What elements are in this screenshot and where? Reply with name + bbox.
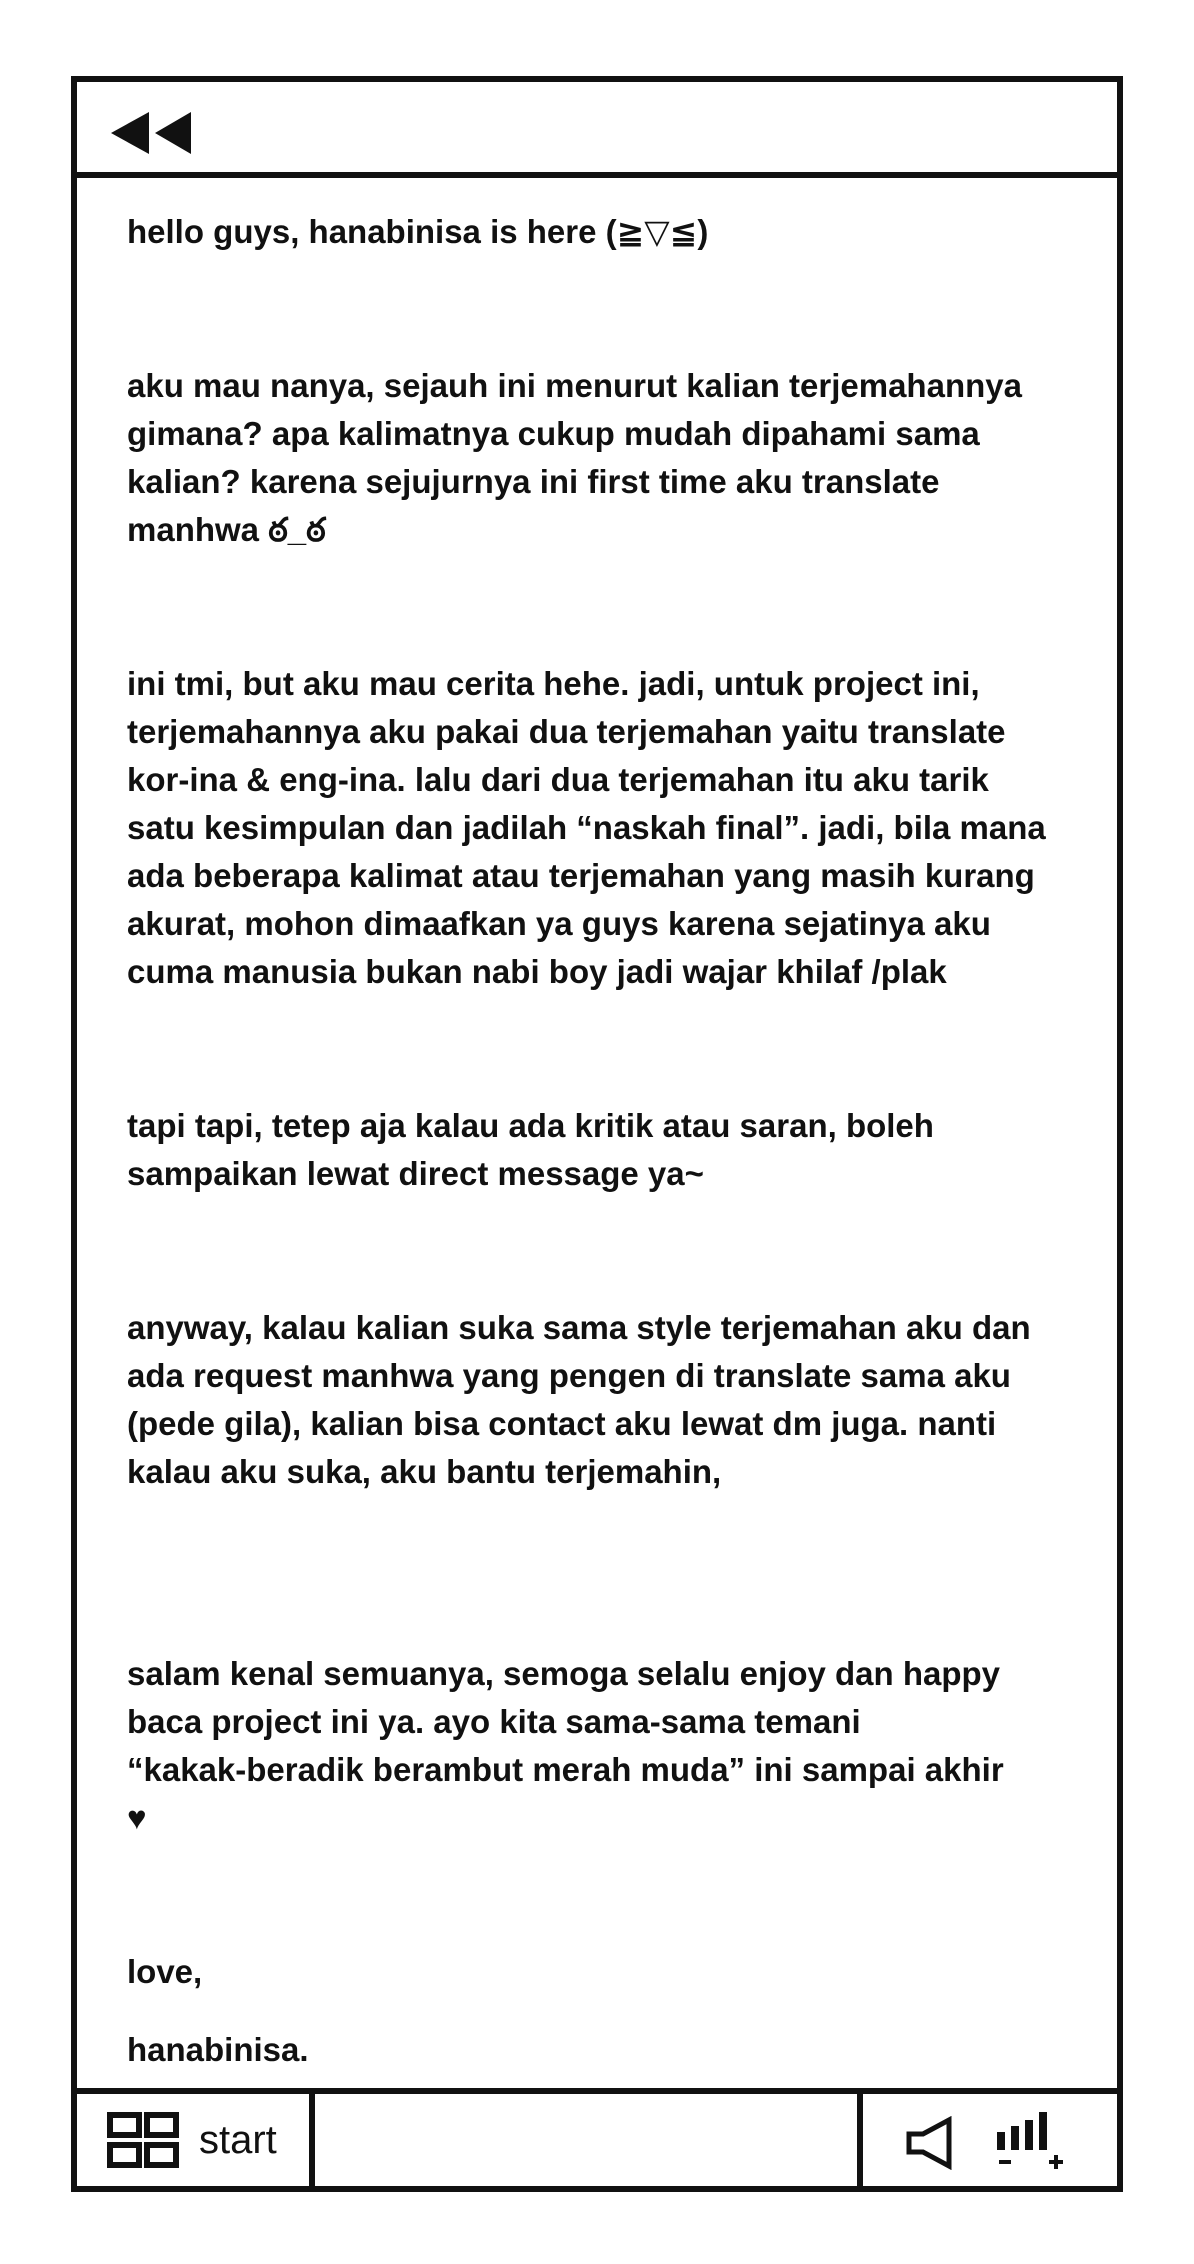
grid-icon (107, 2112, 179, 2168)
start-button[interactable] (77, 2094, 315, 2186)
question-paragraph: aku mau nanya, sejauh ini menurut kalian terjemahannya gimana? apa kalimatnya cukup mudah dipahami sama kalian? karena sejujurnya ini first time aku translate manhwa ఠ_ఠ (127, 367, 1022, 548)
closing-paragraph: salam kenal semuanya, semoga selalu enjoy dan happy baca project ini ya. ayo kita sama-sama temani “kakak-beradik berambut merah muda” ini sampai akhir ♥ (127, 1655, 1004, 1836)
greeting-paragraph: hello guys, hanabinisa is here (≧▽≦) (127, 213, 709, 250)
title-bar (77, 82, 1117, 178)
task-area[interactable] (315, 2094, 863, 2186)
taskbar (77, 2088, 1117, 2186)
story-paragraph: ini tmi, but aku mau cerita hehe. jadi, untuk project ini, terjemahannya aku pakai dua terjemahan yaitu translate kor-ina & eng-ina. lalu dari dua terjemahan itu aku tarik satu kesimpulan dan jadilah “naskah final”. jadi, bila mana ada beberapa kalimat atau terjemahan yang masih kurang akurat, mohon dimaafkan ya guys karena sejatinya aku cuma manusia bukan nabi boy jadi wajar khilaf /plak (127, 665, 1046, 990)
system-tray (859, 2094, 1117, 2186)
app-window (71, 76, 1123, 2192)
request-paragraph: anyway, kalau kalian suka sama style terjemahan aku dan ada request manhwa yang pengen di translate sama aku (pede gila), kalian bisa contact aku lewat dm juga. nanti kalau aku suka, aku bantu terjemahin, (127, 1309, 1031, 1490)
feedback-paragraph: tapi tapi, tetep aja kalau ada kritik atau saran, boleh sampaikan lewat direct message ya~ (127, 1107, 934, 1192)
signal-bars-icon[interactable] (995, 2110, 1065, 2172)
speaker-icon[interactable] (905, 2116, 957, 2170)
message-content (127, 208, 1077, 2074)
back-button[interactable] (111, 112, 195, 154)
double-left-triangle-icon (111, 112, 195, 154)
sign-off: love, (127, 1953, 203, 1990)
start-label: start (199, 2118, 277, 2162)
signature: hanabinisa. (127, 2031, 309, 2068)
